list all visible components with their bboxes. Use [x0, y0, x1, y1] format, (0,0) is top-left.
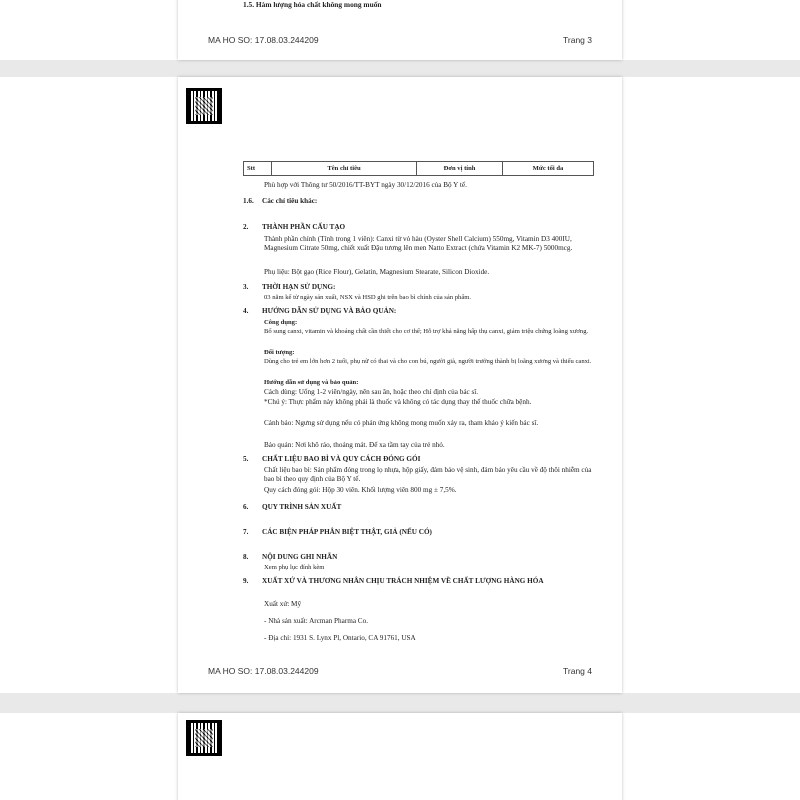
note-text: *Chú ý: Thực phẩm này không phải là thuốc và không có tác dụng thay thế thuốc chữa bệnh.: [264, 398, 532, 406]
section-number: 3.: [243, 283, 249, 291]
document-page-3: [178, 0, 622, 60]
composition-body: Thành phần chính (Tính trong 1 viên): Canxi từ vỏ hàu (Oyster Shell Calcium) 550mg, Vitamin D3 400IU, Magnesium Citrate 50mg, chiết xuất Đậu tương lên men Natto Extract (chứa Vitamin K2 MK-7) 5000mcg.: [264, 235, 573, 253]
target-label: Đối tượng:: [264, 349, 295, 356]
section-number: 4.: [243, 307, 249, 315]
section-heading-1-5: 1.5. Hàm lượng hóa chất không mong muốn: [243, 0, 382, 9]
table-header: Đơn vị tính: [417, 162, 503, 176]
page-number: Trang 3: [563, 35, 592, 45]
table-header: Tên chỉ tiêu: [272, 162, 417, 176]
excipients-body: Phụ liệu: Bột gạo (Rice Flour), Gelatin, Magnesium Stearate, Silicon Dioxide.: [264, 268, 490, 276]
page-footer: [208, 35, 592, 45]
section-title: THÀNH PHẦN CẤU TẠO: [262, 223, 346, 231]
qr-code-icon: [186, 720, 222, 756]
section-title: Các chỉ tiêu khác:: [262, 197, 318, 205]
table-header: Stt: [244, 162, 272, 176]
section-title: QUY TRÌNH SẢN XUẤT: [262, 503, 342, 511]
section-number: 8.: [243, 553, 249, 561]
target-body: Dùng cho trẻ em lớn hơn 2 tuổi, phụ nữ có thai và cho con bú, người già, người trưởng thành bị loãng xương và thiếu canxi.: [264, 358, 592, 365]
section-number: 2.: [243, 223, 249, 231]
manufacturer-text: - Nhà sản xuất: Arcman Pharma Co.: [264, 617, 368, 625]
packaging-material: Chất liệu bao bì: Sản phẩm đóng trong lọ nhựa, hộp giấy, đảm bảo vệ sinh, đảm bảo yêu cầu về độ thôi nhiễm của bao bì theo quy định của Bộ Y tế.: [264, 466, 592, 484]
section-title: CÁC BIỆN PHÁP PHÂN BIỆT THẬT, GIẢ (NẾU CÓ): [262, 528, 432, 536]
doc-code: MA HO SO: 17.08.03.244209: [208, 666, 319, 676]
section-number: 1.6.: [243, 197, 254, 205]
shelf-life-body: 03 năm kể từ ngày sản xuất, NSX và HSD ghi trên bao bì chính của sản phẩm.: [264, 294, 472, 301]
table-header: Mức tối đa: [503, 162, 594, 176]
section-number: 9.: [243, 577, 249, 585]
criteria-table: [243, 161, 594, 176]
page-gap: [0, 693, 800, 713]
warning-text: Cảnh báo: Ngưng sử dụng nếu có phản ứng không mong muốn xảy ra, tham khảo ý kiến bác sĩ.: [264, 419, 539, 427]
table-header-row: [244, 162, 594, 176]
guide-label: Hướng dẫn sử dụng và bảo quản:: [264, 379, 359, 386]
page-gap: [0, 60, 800, 77]
packing-spec: Quy cách đóng gói: Hộp 30 viên. Khối lượng viên 800 mg ± 7,5%.: [264, 486, 457, 494]
page-number: Trang 4: [563, 666, 592, 676]
uses-body: Bổ sung canxi, vitamin và khoáng chất cần thiết cho cơ thể; Hỗ trợ khả năng hấp thụ canxi, giảm triệu chứng loãng xương.: [264, 328, 589, 335]
uses-label: Công dụng:: [264, 319, 298, 326]
origin-text: Xuất xứ: Mỹ: [264, 600, 302, 608]
doc-code: MA HO SO: 17.08.03.244209: [208, 35, 319, 45]
document-page-4: [178, 77, 622, 693]
label-reference: Xem phụ lục đính kèm: [264, 564, 325, 571]
section-title: XUẤT XỨ VÀ THƯƠNG NHÂN CHỊU TRÁCH NHIỆM VỀ CHẤT LƯỢNG HÀNG HÓA: [262, 577, 544, 585]
section-title: NỘI DUNG GHI NHÃN: [262, 553, 338, 561]
document-page-5: [178, 713, 622, 800]
section-title: HƯỚNG DẪN SỬ DỤNG VÀ BẢO QUẢN:: [262, 307, 397, 315]
qr-code-icon: [186, 88, 222, 124]
section-number: 5.: [243, 455, 249, 463]
compliance-note: Phù hợp với Thông tư 50/2016/TT-BYT ngày 30/12/2016 của Bộ Y tế.: [264, 181, 467, 189]
dosage-text: Cách dùng: Uống 1-2 viên/ngày, nên sau ăn, hoặc theo chỉ định của bác sĩ.: [264, 388, 479, 396]
section-title: CHẤT LIỆU BAO BÌ VÀ QUY CÁCH ĐÓNG GÓI: [262, 455, 421, 463]
section-number: 7.: [243, 528, 249, 536]
page-footer: [208, 666, 592, 676]
section-title: THỜI HẠN SỬ DỤNG:: [262, 283, 336, 291]
section-number: 6.: [243, 503, 249, 511]
storage-text: Bảo quản: Nơi khô ráo, thoáng mát. Để xa tầm tay của trẻ nhỏ.: [264, 441, 445, 449]
address-text: - Địa chỉ: 1931 S. Lynx Pl, Ontario, CA 91761, USA: [264, 634, 416, 642]
